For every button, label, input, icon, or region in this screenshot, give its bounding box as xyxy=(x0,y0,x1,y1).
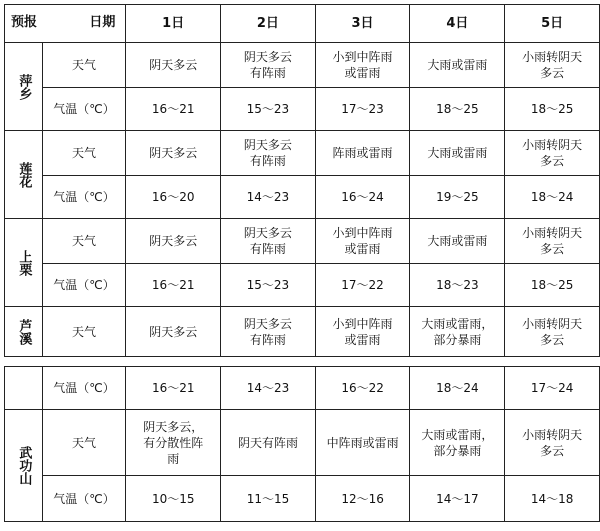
blank-city-cell xyxy=(5,367,43,410)
weather-text: 小雨转阴天 xyxy=(522,316,583,331)
weather-text: 或雷雨 xyxy=(344,242,381,256)
temperature-cell: 16～21 xyxy=(126,88,221,131)
temperature-cell: 16～21 xyxy=(126,367,221,410)
corner-header xyxy=(5,5,126,43)
day-header: 2日 xyxy=(221,5,316,43)
temperature-cell: 18～24 xyxy=(410,367,505,410)
temperature-cell: 10～15 xyxy=(126,476,221,522)
weather-cell xyxy=(505,219,600,264)
weather-cell xyxy=(410,410,505,476)
forecast-body-bottom xyxy=(5,367,600,522)
weather-text: 雨 xyxy=(167,451,180,466)
weather-text: 多云 xyxy=(540,154,565,168)
weather-text: 多云 xyxy=(540,66,565,80)
weather-cell xyxy=(126,219,221,264)
weather-text: 或雷雨 xyxy=(344,66,381,80)
weather-text: 有阵雨 xyxy=(249,242,286,256)
weather-text: 阴天多云， xyxy=(143,419,204,434)
weather-text: 阴天多云 xyxy=(149,58,198,72)
temperature-cell: 12～16 xyxy=(315,476,410,522)
weather-cell xyxy=(315,131,410,176)
weather-row xyxy=(5,219,600,264)
weather-cell xyxy=(315,43,410,88)
temperature-label: 气温（℃） xyxy=(42,264,126,307)
temperature-row xyxy=(5,264,600,307)
weather-cell xyxy=(221,43,316,88)
weather-cell xyxy=(126,307,221,357)
header-row xyxy=(5,5,600,43)
temperature-cell: 14～17 xyxy=(410,476,505,522)
weather-cell xyxy=(315,410,410,476)
weather-cell xyxy=(126,43,221,88)
temperature-cell: 17～22 xyxy=(315,264,410,307)
weather-cell xyxy=(505,410,600,476)
temperature-cell: 18～25 xyxy=(505,264,600,307)
weather-text: 阵雨或雷雨 xyxy=(332,146,393,160)
temperature-row xyxy=(5,476,600,522)
weather-cell xyxy=(126,410,221,476)
weather-text: 阴天多云 xyxy=(243,50,292,64)
weather-cell xyxy=(221,307,316,357)
weather-text: 部分暴雨 xyxy=(433,332,482,347)
city-name: 萍乡 xyxy=(5,43,43,131)
temperature-cell: 18～23 xyxy=(410,264,505,307)
temperature-cell: 11～15 xyxy=(221,476,316,522)
weather-text: 大雨或雷雨， xyxy=(421,316,494,331)
forecast-table-bottom xyxy=(4,366,600,522)
weather-row xyxy=(5,410,600,476)
city-name: 武功山 xyxy=(5,410,43,522)
weather-cell xyxy=(410,219,505,264)
weather-text: 阴天多云 xyxy=(149,324,198,339)
weather-text: 或雷雨 xyxy=(344,332,381,347)
weather-cell xyxy=(505,307,600,357)
weather-text: 多云 xyxy=(540,332,565,347)
weather-cell xyxy=(505,43,600,88)
weather-label: 天气 xyxy=(42,219,126,264)
weather-text: 大雨或雷雨 xyxy=(427,234,488,248)
weather-text: 小雨转阴天 xyxy=(522,138,583,152)
weather-text: 阴天有阵雨 xyxy=(238,435,299,450)
weather-text: 小雨转阴天 xyxy=(522,50,583,64)
weather-row xyxy=(5,131,600,176)
weather-text: 有阵雨 xyxy=(249,154,286,168)
temperature-label: 气温（℃） xyxy=(42,88,126,131)
temperature-cell: 16～21 xyxy=(126,264,221,307)
temperature-cell: 16～24 xyxy=(315,176,410,219)
weather-text: 小雨转阴天 xyxy=(522,427,583,442)
day-header: 4日 xyxy=(410,5,505,43)
temperature-cell: 14～23 xyxy=(221,367,316,410)
weather-cell xyxy=(221,219,316,264)
weather-text: 有阵雨 xyxy=(249,332,286,347)
day-header: 1日 xyxy=(126,5,221,43)
weather-cell xyxy=(410,131,505,176)
weather-text: 阴天多云 xyxy=(243,316,292,331)
continued-temperature-row xyxy=(5,367,600,410)
weather-text: 小到中阵雨 xyxy=(332,226,393,240)
temperature-cell: 14～18 xyxy=(505,476,600,522)
temperature-label: 气温（℃） xyxy=(42,176,126,219)
weather-label: 天气 xyxy=(42,131,126,176)
weather-cell xyxy=(221,410,316,476)
weather-text: 中阵雨或雷雨 xyxy=(326,435,399,450)
weather-text: 部分暴雨 xyxy=(433,443,482,458)
city-name: 芦溪 xyxy=(5,307,43,357)
day-header: 5日 xyxy=(505,5,600,43)
weather-text: 多云 xyxy=(540,242,565,256)
weather-cell xyxy=(410,307,505,357)
temperature-cell: 17～24 xyxy=(505,367,600,410)
weather-cell xyxy=(126,131,221,176)
weather-text: 小到中阵雨 xyxy=(332,316,393,331)
weather-text: 大雨或雷雨 xyxy=(427,146,488,160)
forecast-table-top xyxy=(4,4,600,357)
weather-text: 小到中阵雨 xyxy=(332,50,393,64)
weather-cell xyxy=(410,43,505,88)
weather-cell xyxy=(315,307,410,357)
weather-text: 有阵雨 xyxy=(249,66,286,80)
forecast-body-top xyxy=(5,43,600,357)
weather-cell xyxy=(315,219,410,264)
temperature-cell: 18～24 xyxy=(505,176,600,219)
temperature-cell: 19～25 xyxy=(410,176,505,219)
weather-text: 小雨转阴天 xyxy=(522,226,583,240)
temperature-cell: 15～23 xyxy=(221,264,316,307)
weather-text: 阴天多云 xyxy=(243,226,292,240)
weather-label: 天气 xyxy=(42,43,126,88)
temperature-cell: 18～25 xyxy=(410,88,505,131)
temperature-cell: 18～25 xyxy=(505,88,600,131)
weather-cell xyxy=(221,131,316,176)
temperature-cell: 16～22 xyxy=(315,367,410,410)
weather-text: 阴天多云 xyxy=(243,138,292,152)
temperature-cell: 14～23 xyxy=(221,176,316,219)
weather-text: 阴天多云 xyxy=(149,234,198,248)
temperature-row xyxy=(5,88,600,131)
temperature-cell: 17～23 xyxy=(315,88,410,131)
weather-cell xyxy=(505,131,600,176)
temperature-cell: 16～20 xyxy=(126,176,221,219)
day-header: 3日 xyxy=(315,5,410,43)
weather-text: 有分散性阵 xyxy=(143,435,204,450)
corner-date-label: 日期 xyxy=(89,15,116,30)
city-name: 莲花 xyxy=(5,131,43,219)
weather-text: 阴天多云 xyxy=(149,146,198,160)
temperature-cell: 15～23 xyxy=(221,88,316,131)
temperature-label: 气温（℃） xyxy=(42,476,126,522)
weather-text: 大雨或雷雨 xyxy=(427,58,488,72)
weather-text: 多云 xyxy=(540,443,565,458)
corner-forecast-label: 预报 xyxy=(11,15,38,30)
weather-text: 大雨或雷雨， xyxy=(421,427,494,442)
temperature-row xyxy=(5,176,600,219)
city-name: 上栗 xyxy=(5,219,43,307)
weather-label: 天气 xyxy=(42,307,126,357)
temperature-label: 气温（℃） xyxy=(42,367,126,410)
weather-label: 天气 xyxy=(42,410,126,476)
weather-row xyxy=(5,307,600,357)
weather-row xyxy=(5,43,600,88)
